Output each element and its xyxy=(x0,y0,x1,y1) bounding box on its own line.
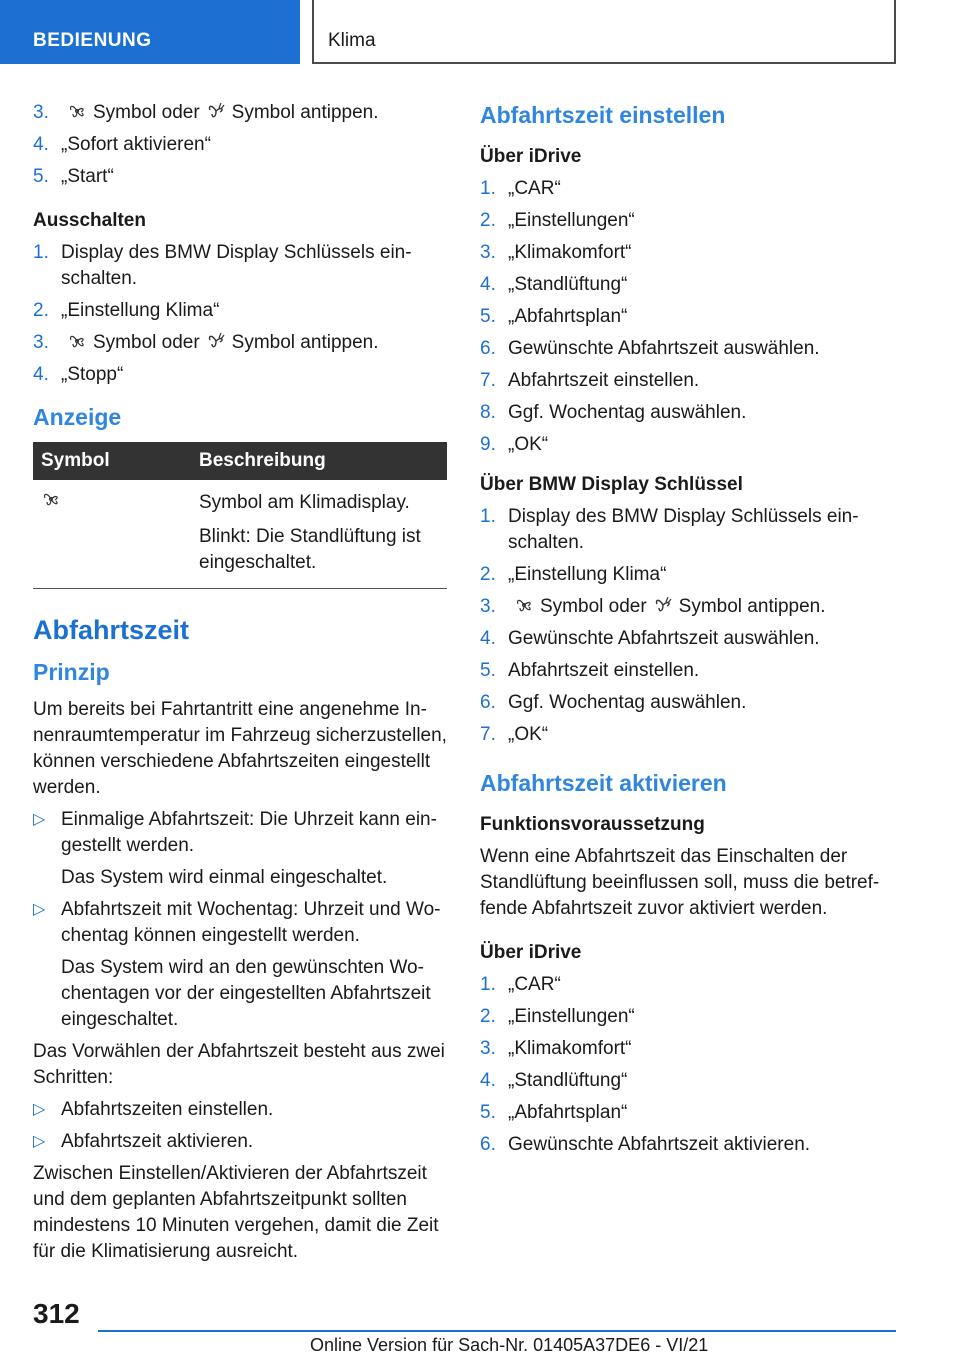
step-text: „Standlüftung“ xyxy=(508,1070,628,1091)
fan-on-icon xyxy=(206,102,226,120)
triangle-bullet-icon: ▷ xyxy=(33,901,46,918)
step-item xyxy=(33,164,447,190)
table-cell-description xyxy=(191,480,447,589)
step-number: 1. xyxy=(33,242,49,263)
step-text: Symbol oder xyxy=(93,332,200,353)
bullet-subtext: Das System wird an den gewünschten Wo-chentagen vor der eingestellten Abfahrtszeit eingeschaltet. xyxy=(61,957,431,1030)
fan-icon xyxy=(67,332,87,350)
bullet-text: Einmalige Abfahrtszeit: Die Uhrzeit kann ein-gestellt werden. xyxy=(61,809,437,856)
step-number: 7. xyxy=(480,370,496,391)
step-item xyxy=(480,400,896,426)
key-label: Über BMW Display Schlüssel xyxy=(480,474,743,495)
idrive-label: Über iDrive xyxy=(480,146,582,167)
triangle-bullet-icon: ▷ xyxy=(33,1133,46,1150)
step-item xyxy=(33,100,447,126)
fan-on-icon xyxy=(206,332,226,350)
step-number: 6. xyxy=(480,692,496,713)
footer-divider xyxy=(98,1330,896,1332)
footer-version: Online Version für Sach-Nr. 01405A37DE6 - VI/21 xyxy=(310,1335,709,1355)
step-number: 6. xyxy=(480,1134,496,1155)
left-column xyxy=(33,100,447,1271)
step-text: „Start“ xyxy=(61,166,114,187)
step-text: „Sofort aktivieren“ xyxy=(61,134,211,155)
funktion-paragraph: Wenn eine Abfahrtszeit das Einschalten der Standlüftung beeinflussen soll, muss die betref-fende Abfahrtszeit zuvor aktiviert werden. xyxy=(480,846,880,919)
step-item xyxy=(33,240,447,292)
step-number: 3. xyxy=(480,596,496,617)
step-item xyxy=(480,1100,896,1126)
step-text: Symbol antippen. xyxy=(231,332,379,353)
step-number: 2. xyxy=(480,210,496,231)
step-text: „Einstellung Klima“ xyxy=(61,300,220,321)
step-text: Symbol oder xyxy=(540,596,647,617)
bullet-text: Abfahrtszeiten einstellen. xyxy=(61,1099,274,1120)
step-number: 1. xyxy=(480,506,496,527)
bullet-text: Abfahrtszeit mit Wochentag: Uhrzeit und Wo-chentag können eingestellt werden. xyxy=(61,899,441,946)
step-number: 8. xyxy=(480,402,496,423)
closing-paragraph: Zwischen Einstellen/Aktivieren der Abfahrtszeit und dem geplanten Abfahrtszeitpunkt sollten mindestens 10 Minuten vergehen, damit die Zeit für die Klimatisierung ausreicht. xyxy=(33,1163,439,1262)
step-text: Abfahrtszeit einstellen. xyxy=(508,370,700,391)
step-text: „CAR“ xyxy=(508,974,561,995)
step-item xyxy=(480,504,896,556)
step-number: 2. xyxy=(480,1006,496,1027)
step-number: 9. xyxy=(480,434,496,455)
prinzip-paragraph: Um bereits bei Fahrtantritt eine angenehme In-nenraumtemperatur im Fahrzeug sicherzustellen, können verschiedene Abfahrtszeiten eingestellt werden. xyxy=(33,699,447,798)
step-item xyxy=(480,1068,896,1094)
fan-icon xyxy=(41,490,61,508)
step-text: Symbol antippen. xyxy=(231,102,379,123)
step-text: Ggf. Wochentag auswählen. xyxy=(508,692,747,713)
step-text: Gewünschte Abfahrtszeit auswählen. xyxy=(508,628,820,649)
step-text: „Abfahrtsplan“ xyxy=(508,306,628,327)
step-text: „Einstellungen“ xyxy=(508,210,635,231)
step-item xyxy=(480,626,896,652)
step-text: „Einstellungen“ xyxy=(508,1006,635,1027)
idrive-steps xyxy=(480,176,896,458)
step-text: „Klimakomfort“ xyxy=(508,242,632,263)
step-item xyxy=(480,1132,896,1158)
step-item xyxy=(480,690,896,716)
vorwaehlen-paragraph: Das Vorwählen der Abfahrtszeit besteht aus zwei Schritten: xyxy=(33,1041,445,1088)
einstellen-heading: Abfahrtszeit einstellen xyxy=(480,102,726,128)
page-number: 312 xyxy=(33,1298,80,1329)
chapter-box xyxy=(312,0,896,64)
step-item xyxy=(480,972,896,998)
step-text: „Stopp“ xyxy=(61,364,124,385)
key-steps xyxy=(480,626,896,748)
step-number: 1. xyxy=(480,974,496,995)
step-item xyxy=(480,272,896,298)
step-number: 2. xyxy=(480,564,496,585)
step-number: 7. xyxy=(480,724,496,745)
step-text: Display des BMW Display Schlüssels ein-schalten. xyxy=(61,242,412,289)
anzeige-heading: Anzeige xyxy=(33,404,122,430)
step-item xyxy=(33,362,447,388)
step-number: 5. xyxy=(480,1102,496,1123)
triangle-bullet-icon: ▷ xyxy=(33,1101,46,1118)
ausschalten-label: Ausschalten xyxy=(33,210,146,231)
step-text: Symbol antippen. xyxy=(678,596,826,617)
list-item xyxy=(33,807,447,859)
step-number: 3. xyxy=(480,1038,496,1059)
step-number: 3. xyxy=(480,242,496,263)
aktivieren-heading: Abfahrtszeit aktivieren xyxy=(480,770,727,796)
step-item xyxy=(480,562,896,588)
step-text: „CAR“ xyxy=(508,178,561,199)
step-text: Display des BMW Display Schlüssels ein-schalten. xyxy=(508,506,859,553)
step-item xyxy=(480,208,896,234)
list-item xyxy=(33,897,447,949)
bullet-text: Abfahrtszeit aktivieren. xyxy=(61,1131,254,1152)
step-text: „Standlüftung“ xyxy=(508,274,628,295)
step-number: 5. xyxy=(480,660,496,681)
table-header-row xyxy=(33,442,447,480)
column-header-symbol: Symbol xyxy=(33,442,191,480)
idrive2-label: Über iDrive xyxy=(480,942,582,963)
prinzip-heading: Prinzip xyxy=(33,659,110,685)
step-number: 4. xyxy=(480,274,496,295)
step-text: Gewünschte Abfahrtszeit auswählen. xyxy=(508,338,820,359)
step-item xyxy=(480,658,896,684)
step-item xyxy=(480,1004,896,1030)
step-text: Symbol oder xyxy=(93,102,200,123)
step-item xyxy=(480,1036,896,1062)
fan-icon xyxy=(514,596,534,614)
step-number: 4. xyxy=(33,364,49,385)
table-row xyxy=(33,480,447,589)
step-text: „OK“ xyxy=(508,724,549,745)
step-item xyxy=(480,432,896,458)
chapter-title: Klima xyxy=(328,30,376,51)
step-number: 3. xyxy=(33,102,49,123)
fan-icon xyxy=(67,102,87,120)
step-number: 2. xyxy=(33,300,49,321)
step-number: 4. xyxy=(480,1070,496,1091)
symbol-table xyxy=(33,442,447,589)
column-header-description: Beschreibung xyxy=(191,442,447,480)
step-number: 6. xyxy=(480,338,496,359)
list-item xyxy=(33,1097,447,1123)
step-number: 4. xyxy=(33,134,49,155)
step-item xyxy=(480,304,896,330)
idrive2-steps xyxy=(480,972,896,1158)
description-line: Blinkt: Die Standlüftung ist eingeschaltet. xyxy=(199,526,421,573)
step-item xyxy=(33,330,447,356)
step-number: 4. xyxy=(480,628,496,649)
step-text: Ggf. Wochentag auswählen. xyxy=(508,402,747,423)
section-title: BEDIENUNG xyxy=(33,30,152,51)
abfahrtszeit-heading: Abfahrtszeit xyxy=(33,615,190,645)
step-text: „Klimakomfort“ xyxy=(508,1038,632,1059)
table-cell-symbol xyxy=(33,480,191,589)
section-tab xyxy=(0,0,300,64)
triangle-bullet-icon: ▷ xyxy=(33,811,46,828)
step-item xyxy=(480,722,896,748)
description-line: Symbol am Klimadisplay. xyxy=(199,492,410,513)
fan-on-icon xyxy=(653,596,673,614)
funktion-label: Funktionsvoraussetzung xyxy=(480,814,705,835)
step-number: 1. xyxy=(480,178,496,199)
step-text: Abfahrtszeit einstellen. xyxy=(508,660,700,681)
step-item xyxy=(33,132,447,158)
bullet-subtext: Das System wird einmal eingeschaltet. xyxy=(61,867,388,888)
step-item xyxy=(480,176,896,202)
step-text: „Abfahrtsplan“ xyxy=(508,1102,628,1123)
right-column xyxy=(480,100,896,1164)
step-number: 3. xyxy=(33,332,49,353)
step-text: Gewünschte Abfahrtszeit aktivieren. xyxy=(508,1134,811,1155)
step-text: „OK“ xyxy=(508,434,549,455)
step-item xyxy=(480,368,896,394)
step-text: „Einstellung Klima“ xyxy=(508,564,667,585)
step-item xyxy=(33,298,447,324)
step-item xyxy=(480,336,896,362)
step-item xyxy=(480,240,896,266)
step-number: 5. xyxy=(480,306,496,327)
step-number: 5. xyxy=(33,166,49,187)
list-item xyxy=(33,1129,447,1155)
step-item xyxy=(480,594,896,620)
